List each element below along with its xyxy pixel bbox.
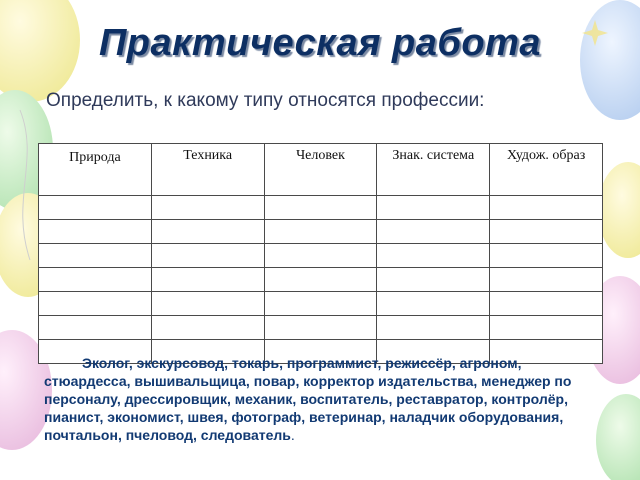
table-cell[interactable]: [39, 292, 152, 316]
table-cell[interactable]: [264, 292, 377, 316]
header-art-image: Худож. образ: [490, 144, 603, 196]
profession-type-table: [38, 143, 603, 364]
table-row: [39, 196, 603, 220]
table-cell[interactable]: [490, 220, 603, 244]
table-cell[interactable]: [39, 268, 152, 292]
table-cell[interactable]: [264, 316, 377, 340]
table-cell[interactable]: [151, 268, 264, 292]
table-cell[interactable]: [377, 316, 490, 340]
table-row: [39, 268, 603, 292]
table-header-row: [39, 144, 603, 196]
table-cell[interactable]: [490, 196, 603, 220]
table-cell[interactable]: [151, 196, 264, 220]
table-cell[interactable]: [490, 292, 603, 316]
table-cell[interactable]: [377, 244, 490, 268]
table-cell[interactable]: [39, 244, 152, 268]
table-cell[interactable]: [39, 220, 152, 244]
table-cell[interactable]: [377, 292, 490, 316]
table-row: [39, 316, 603, 340]
table-cell[interactable]: [490, 268, 603, 292]
table-cell[interactable]: [490, 244, 603, 268]
professions-text: Эколог, экскурсовод, токарь, программист, режиссёр, агроном, стюардесса, вышивальщица, повар, корректор издательства, менеджер по персоналу, дрессировщик, механик, воспитатель, реставратор, контролёр, пианист, экономист, швея, фотограф, ветеринар, наладчик оборудования, почтальон, пчеловод, следователь: [44, 355, 572, 443]
table-cell[interactable]: [264, 196, 377, 220]
table-cell[interactable]: [377, 196, 490, 220]
balloon-yellow-right: [598, 162, 640, 258]
header-human: Человек: [264, 144, 377, 196]
page-title: Практическая работа: [98, 22, 542, 64]
table-cell[interactable]: [151, 220, 264, 244]
professions-list: [44, 354, 604, 444]
table-cell[interactable]: [264, 268, 377, 292]
table-cell[interactable]: [377, 220, 490, 244]
professions-end-dot: .: [290, 427, 295, 443]
table-cell[interactable]: [39, 316, 152, 340]
table-body: [39, 196, 603, 364]
table-cell[interactable]: [264, 220, 377, 244]
table-row: [39, 220, 603, 244]
table-cell[interactable]: [151, 244, 264, 268]
header-technics: Техника: [151, 144, 264, 196]
table-row: [39, 244, 603, 268]
header-sign-system: Знак. система: [377, 144, 490, 196]
table-cell[interactable]: [490, 316, 603, 340]
header-nature: Природа: [39, 144, 152, 196]
table-cell[interactable]: [377, 268, 490, 292]
table-row: [39, 292, 603, 316]
table-cell[interactable]: [151, 316, 264, 340]
table-cell[interactable]: [151, 292, 264, 316]
table-cell[interactable]: [264, 244, 377, 268]
task-instruction: Определить, к какому типу относятся профессии:: [46, 90, 485, 111]
table-cell[interactable]: [39, 196, 152, 220]
